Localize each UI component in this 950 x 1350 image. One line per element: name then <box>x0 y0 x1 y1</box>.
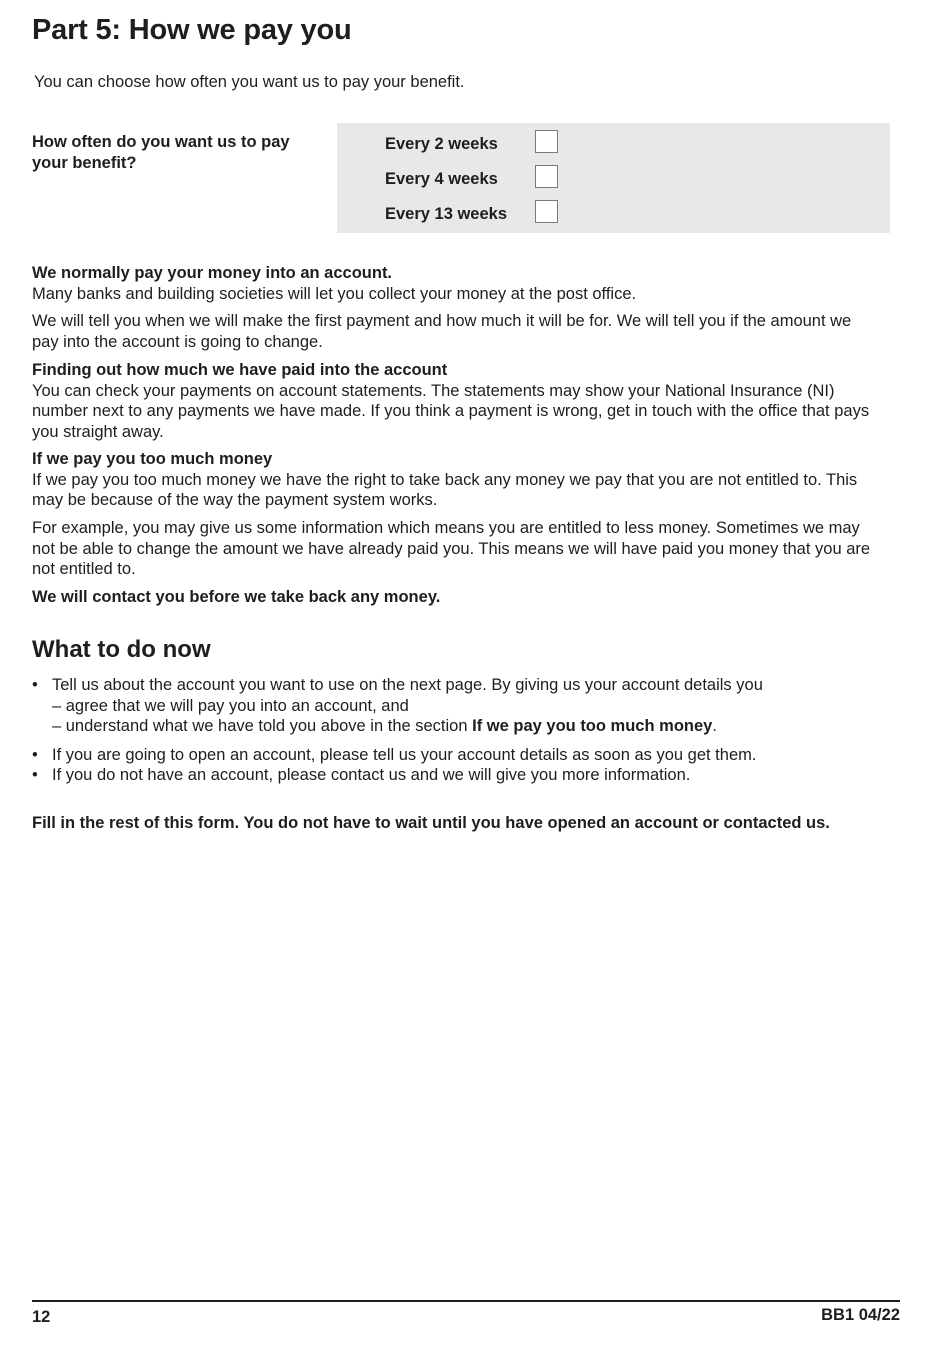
every-13-weeks-checkbox[interactable] <box>535 200 558 223</box>
sub-item-understand <box>52 716 717 737</box>
intro-text: You can choose how often you want us to pay your benefit. <box>34 73 465 91</box>
finding-heading: Finding out how much we have paid into the account <box>32 361 448 379</box>
every-2-weeks-checkbox[interactable] <box>535 130 558 153</box>
option-label: Every 2 weeks <box>385 135 498 153</box>
frequency-options-panel <box>337 123 890 233</box>
option-label: Every 13 weeks <box>385 205 508 223</box>
sub-item-section-ref: If we pay you too much money <box>472 717 713 735</box>
option-every-13-weeks <box>385 200 585 230</box>
page-number: 12 <box>32 1308 51 1326</box>
form-code: BB1 04/22 <box>821 1306 900 1324</box>
account-heading: We normally pay your money into an account. <box>32 264 393 282</box>
footer-divider <box>32 1300 900 1302</box>
account-text: Many banks and building societies will let you collect your money at the post office. <box>32 284 637 303</box>
bullet-text: If you do not have an account, please contact us and we will give you more information. <box>52 766 691 784</box>
bullet-icon: • <box>32 676 38 694</box>
sub-item-suffix: . <box>712 717 717 735</box>
sub-item-prefix: – understand what we have told you above in the section <box>52 717 473 735</box>
page-title: Part 5: How we pay you <box>32 14 352 46</box>
overpay-heading: If we pay you too much money <box>32 450 273 468</box>
finding-paragraph <box>32 360 882 442</box>
every-4-weeks-checkbox[interactable] <box>535 165 558 188</box>
finding-text: You can check your payments on account statements. The statements may show your National Insurance (NI) number next to any payments we have made. If you think a payment is wrong, get in touch with the office that pays you straight away. <box>32 381 870 441</box>
option-label: Every 4 weeks <box>385 170 498 188</box>
bullet-text: Tell us about the account you want to use on the next page. By giving us your account details you <box>52 676 763 694</box>
option-every-4-weeks <box>385 165 585 195</box>
first-payment-text: We will tell you when we will make the first payment and how much it will be for. We will tell you if the amount we pay into the account is going to change. <box>32 312 852 351</box>
bullet-icon: • <box>32 746 38 764</box>
frequency-question: How often do you want us to pay your benefit? <box>32 133 290 172</box>
option-every-2-weeks <box>385 130 585 160</box>
sub-item-agree: – agree that we will pay you into an account, and <box>52 697 409 715</box>
overpay-text: If we pay you too much money we have the right to take back any money we pay that you are not entitled to. This may be because of the way the payment system works. <box>32 470 858 509</box>
what-to-do-heading: What to do now <box>32 636 211 663</box>
contact-note: We will contact you before we take back any money. <box>32 588 441 606</box>
bullet-icon: • <box>32 766 38 784</box>
final-note: Fill in the rest of this form. You do not have to wait until you have opened an account or contacted us. <box>32 814 830 832</box>
example-text: For example, you may give us some information which means you are entitled to less money. Sometimes we may not be able to change the amount we have already paid you. This means we will have paid you money that you are not entitled to. <box>32 519 871 578</box>
account-paragraph <box>32 263 882 304</box>
bullet-text: If you are going to open an account, please tell us your account details as soon as you get them. <box>52 746 757 764</box>
overpay-paragraph <box>32 449 882 511</box>
